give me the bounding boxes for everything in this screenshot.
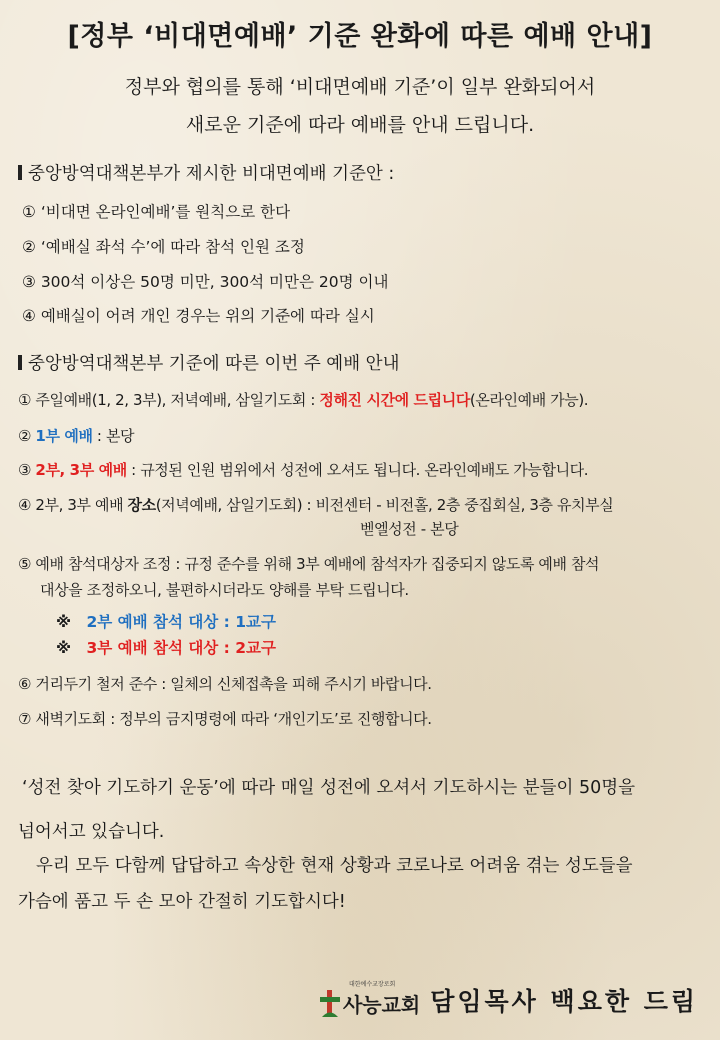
section2-item-6: ⑥ 거리두기 철저 준수 : 일체의 신체접촉을 피해 주시기 바랍니다. xyxy=(18,675,432,693)
item-3-label: ③ xyxy=(18,461,36,479)
item-4-suffix: (저녁예배, 삼일기도회) : 비전센터 - 비전홀, 2층 중집회실, 3층 유치부실 xyxy=(155,496,614,514)
item-3-highlight: 2부, 3부 예배 xyxy=(35,461,127,479)
closing-line-2: 넘어서고 있습니다. xyxy=(18,822,165,842)
section1-item-4: ④ 예배실이 어려 개인 경우는 위의 기준에 따라 실시 xyxy=(22,307,375,325)
section1-heading-text: 중앙방역대책본부가 제시한 비대면예배 기준안 : xyxy=(28,164,395,184)
cross-icon xyxy=(319,988,341,1018)
section2-item-5-line1: ⑤ 예배 참석대상자 조정 : 규정 준수를 위해 3부 예배에 참석자가 집중되지 않도록 예배 참석 xyxy=(18,555,600,573)
section2-item-7: ⑦ 새벽기도회 : 정부의 금지명령에 따라 ‘개인기도’로 진행합니다. xyxy=(18,710,432,728)
section-bar-icon xyxy=(18,165,22,180)
section1-item-3: ③ 300석 이상은 50명 미만, 300석 미만은 20명 이내 xyxy=(22,273,389,291)
item-2-suffix: : 본당 xyxy=(92,427,135,445)
section2-item-3 xyxy=(18,459,588,480)
note-2 xyxy=(56,636,276,658)
item-4-label: ④ 2부, 3부 예배 xyxy=(18,496,128,514)
section2-item-1 xyxy=(18,389,588,410)
section1-item-2: ② ‘예배실 좌석 수’에 따라 참석 인원 조정 xyxy=(22,238,305,256)
item-4-highlight: 장소 xyxy=(127,496,156,514)
intro-line-2: 새로운 기준에 따라 예배를 안내 드립니다. xyxy=(185,114,535,136)
item-2-label: ② xyxy=(18,427,36,445)
section1-heading xyxy=(18,160,394,185)
section1-item-1: ① ‘비대면 온라인예배’를 원칙으로 한다 xyxy=(22,203,291,221)
item-1-highlight: 정해진 시간에 드립니다 xyxy=(319,391,470,409)
item-2-highlight: 1부 예배 xyxy=(35,427,93,445)
logo-subtitle: 대한예수교장로회 xyxy=(348,981,396,988)
item-3-suffix: : 규정된 인원 범위에서 성전에 오셔도 됩니다. 온라인예배도 가능합니다. xyxy=(126,461,589,479)
note-1-mark: ※ xyxy=(56,613,72,631)
section-bar-icon xyxy=(18,355,22,370)
closing-line-1: ‘성전 찾아 기도하기 운동’에 따라 매일 성전에 오셔서 기도하시는 분들이 50명을 xyxy=(22,778,636,798)
church-logo xyxy=(319,981,421,1018)
section2-item-4 xyxy=(18,494,613,515)
item-1-suffix: (온라인예배 가능). xyxy=(469,391,589,409)
section2-heading-text: 중앙방역대책본부 기준에 따른 이번 주 예배 안내 xyxy=(28,354,400,374)
closing-line-3: 우리 모두 다함께 답답하고 속상한 현재 상황과 코로나로 어려움 겪는 성도들을 xyxy=(36,856,633,876)
page-title: [정부 ‘비대면예배’ 기준 완화에 따른 예배 안내] xyxy=(67,21,653,52)
note-2-text: 3부 예배 참석 대상 : 2교구 xyxy=(86,639,276,657)
signature xyxy=(319,982,698,1018)
signature-text: 담임목사 백요한 드림 xyxy=(430,987,698,1016)
section2-item-5-line2: 대상을 조정하오니, 불편하시더라도 양해를 부탁 드립니다. xyxy=(40,581,409,599)
section2-item-2 xyxy=(18,425,134,446)
note-1-text: 2부 예배 참석 대상 : 1교구 xyxy=(86,613,276,631)
closing-line-4: 가슴에 품고 두 손 모아 간절히 기도합시다! xyxy=(18,892,346,912)
intro-line-1: 정부와 협의를 통해 ‘비대면예배 기준’이 일부 완화되어서 xyxy=(124,76,596,98)
church-name: 사능교회 xyxy=(342,993,421,1017)
section2-item-4-line2: 벧엘성전 - 본당 xyxy=(360,520,459,538)
item-1-label: ① 주일예배(1, 2, 3부), 저녁예배, 삼일기도회 : xyxy=(18,391,320,409)
note-2-mark: ※ xyxy=(56,639,72,657)
note-1 xyxy=(56,610,276,632)
section2-heading xyxy=(18,350,399,375)
